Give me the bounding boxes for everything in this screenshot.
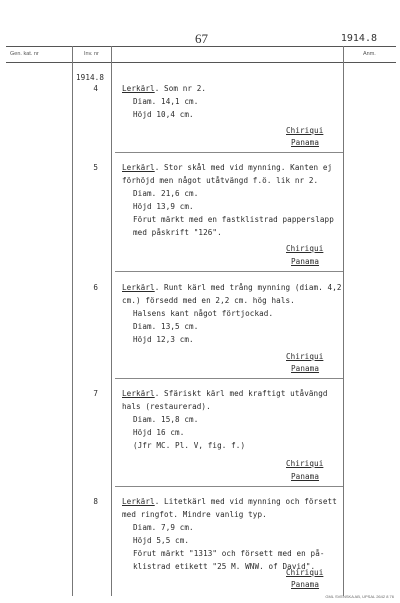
entry-term: Lerkärl — [122, 163, 155, 172]
entry-line: cm.) försedd med en 2,2 cm. hög hals. — [122, 296, 295, 305]
origin-line: Panama — [291, 472, 320, 481]
entry-line: hals (restaurerad). — [122, 402, 211, 411]
entry-separator — [115, 152, 343, 153]
entry-line: Lerkärl. Stor skål med vid mynning. Kanten ej — [122, 163, 333, 172]
entry-term: Lerkärl — [122, 389, 155, 398]
origin-line: Chiriqui — [286, 568, 324, 577]
origin-line: Chiriqui — [286, 126, 324, 135]
entry-line: Förut märkt med en fastklistrad papperslapp — [133, 215, 334, 224]
entry-line: klistrad etikett "25 M. WNW. of David". — [133, 562, 316, 571]
entry-number: 4 — [93, 84, 98, 93]
entry-separator — [115, 378, 343, 379]
entry-line: med ringfot. Mindre vanlig typ. — [122, 510, 267, 519]
entry-number: 7 — [93, 389, 98, 398]
entry-number: 6 — [93, 283, 98, 292]
page-number: 67 — [195, 31, 208, 46]
entry-line: Diam. 21,6 cm. — [133, 189, 199, 198]
entry-term: Lerkärl — [122, 497, 155, 506]
origin-line: Panama — [291, 364, 320, 373]
entry-line: Höjd 12,3 cm. — [133, 335, 194, 344]
header-inv: Inv. nr — [84, 51, 99, 57]
entry-line: (Jfr MC. Pl. V, fig. f.) — [133, 441, 246, 450]
origin-line: Panama — [291, 138, 320, 147]
entry-separator — [115, 486, 343, 487]
entry-line: Lerkärl. Runt kärl med trång mynning (diam. 4,2 — [122, 283, 342, 292]
origin-line: Panama — [291, 257, 320, 266]
entry-line: Lerkärl. Litetkärl med vid mynning och försett — [122, 497, 337, 506]
origin-line: Chiriqui — [286, 459, 324, 468]
entry-line: Diam. 14,1 cm. — [133, 97, 199, 106]
entry-line: Lerkärl. Som nr 2. — [122, 84, 207, 93]
column-divider-2 — [111, 46, 112, 596]
entry-line: med påskrift "126". — [133, 228, 222, 237]
entry-line: Höjd 13,9 cm. — [133, 202, 194, 211]
header-bottom-rule — [6, 62, 396, 63]
header-anm: Anm. — [363, 51, 376, 57]
column-divider-3 — [343, 46, 344, 596]
entry-term: Lerkärl — [122, 283, 155, 292]
entry-line: Diam. 13,5 cm. — [133, 322, 199, 331]
origin-line: Chiriqui — [286, 244, 324, 253]
year-entry: 1914.8 — [76, 73, 105, 82]
page-year: 1914.8 — [340, 33, 377, 44]
entry-line: Lerkärl. Sfäriskt kärl med kraftigt utåvängd — [122, 389, 328, 398]
entry-line: Diam. 15,8 cm. — [133, 415, 199, 424]
entry-line: Höjd 5,5 cm. — [133, 536, 190, 545]
entry-line: Halsens kant något förtjockad. — [133, 309, 274, 318]
entry-number: 8 — [93, 497, 98, 506]
entry-line: Förut märkt "1313" och försett med en på- — [133, 549, 325, 558]
origin-line: Chiriqui — [286, 352, 324, 361]
entry-number: 5 — [93, 163, 98, 172]
column-divider-1 — [72, 46, 73, 596]
entry-line: Höjd 10,4 cm. — [133, 110, 194, 119]
header-top-rule — [6, 46, 396, 47]
entry-line: Höjd 16 cm. — [133, 428, 185, 437]
origin-line: Panama — [291, 580, 320, 589]
entry-separator — [115, 271, 343, 272]
printer-imprint: GML SVENSKA AB, UPSAL 2642 8 76 — [325, 594, 394, 599]
entry-line: förhöjd men något utåtvängd f.ö. lik nr 2. — [122, 176, 319, 185]
header-gen-kat: Gen. kat. nr — [10, 51, 39, 57]
entry-line: Diam. 7,9 cm. — [133, 523, 194, 532]
entry-term: Lerkärl — [122, 84, 155, 93]
